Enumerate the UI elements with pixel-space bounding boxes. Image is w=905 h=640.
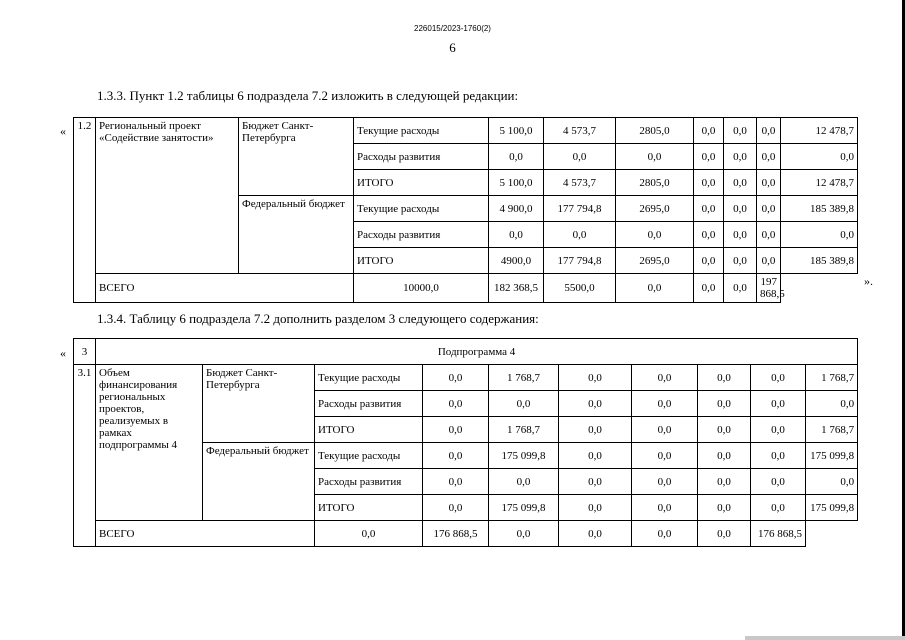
value-cell: 177 794,8	[544, 196, 616, 222]
total-value: 0,0	[489, 521, 559, 547]
value-cell: 1 768,7	[806, 417, 858, 443]
expense-type: Текущие расходы	[315, 443, 423, 469]
value-cell: 175 099,8	[806, 443, 858, 469]
total-label: ВСЕГО	[96, 521, 315, 547]
value-cell: 0,0	[751, 365, 806, 391]
page-number: 6	[449, 40, 456, 55]
value-cell: 0,0	[781, 222, 858, 248]
total-value: 197 868,5	[757, 274, 781, 303]
value-cell: 175 099,8	[489, 443, 559, 469]
item-name: Региональный проект «Содействие занятости»	[96, 118, 239, 274]
value-cell: 0,0	[724, 196, 757, 222]
expense-type: Текущие расходы	[354, 196, 489, 222]
value-cell: 0,0	[632, 469, 698, 495]
value-cell: 0,0	[489, 222, 544, 248]
value-cell: 5 100,0	[489, 170, 544, 196]
total-value: 0,0	[559, 521, 632, 547]
value-cell: 0,0	[757, 118, 781, 144]
value-cell: 0,0	[757, 144, 781, 170]
value-cell: 0,0	[724, 144, 757, 170]
value-cell: 2695,0	[616, 248, 694, 274]
value-cell: 0,0	[423, 469, 489, 495]
value-cell: 0,0	[423, 443, 489, 469]
value-cell: 0,0	[694, 144, 724, 170]
value-cell: 0,0	[724, 118, 757, 144]
value-cell: 0,0	[616, 222, 694, 248]
value-cell: 0,0	[632, 365, 698, 391]
value-cell: 0,0	[751, 391, 806, 417]
scan-shadow	[745, 636, 905, 640]
value-cell: 0,0	[423, 391, 489, 417]
section-title: Подпрограмма 4	[96, 339, 858, 365]
funding-source: Бюджет Санкт-Петербурга	[203, 365, 315, 443]
expense-type: Расходы развития	[354, 222, 489, 248]
value-cell: 0,0	[698, 495, 751, 521]
value-cell: 0,0	[698, 417, 751, 443]
value-cell: 0,0	[559, 391, 632, 417]
value-cell: 12 478,7	[781, 118, 858, 144]
value-cell: 2695,0	[616, 196, 694, 222]
value-cell: 0,0	[757, 248, 781, 274]
value-cell: 0,0	[489, 391, 559, 417]
total-value: 176 868,5	[751, 521, 806, 547]
value-cell: 0,0	[694, 170, 724, 196]
value-cell: 0,0	[806, 469, 858, 495]
value-cell: 12 478,7	[781, 170, 858, 196]
value-cell: 4 573,7	[544, 118, 616, 144]
total-value: 0,0	[315, 521, 423, 547]
total-value: 182 368,5	[489, 274, 544, 303]
value-cell: 0,0	[698, 391, 751, 417]
value-cell: 0,0	[751, 469, 806, 495]
document-number: 226015/2023-1760(2)	[414, 24, 491, 33]
expense-type: ИТОГО	[354, 248, 489, 274]
value-cell: 0,0	[724, 248, 757, 274]
total-value: 176 868,5	[423, 521, 489, 547]
total-value: 10000,0	[354, 274, 489, 303]
value-cell: 177 794,8	[544, 248, 616, 274]
expense-type: Текущие расходы	[354, 118, 489, 144]
value-cell: 0,0	[559, 365, 632, 391]
value-cell: 185 389,8	[781, 196, 858, 222]
funding-source: Федеральный бюджет	[239, 196, 354, 274]
value-cell: 0,0	[724, 222, 757, 248]
expense-type: ИТОГО	[315, 417, 423, 443]
row-number: 3.1	[74, 365, 96, 547]
table-row	[74, 118, 858, 144]
value-cell: 0,0	[698, 469, 751, 495]
value-cell: 2805,0	[616, 170, 694, 196]
value-cell: 0,0	[559, 469, 632, 495]
value-cell: 0,0	[781, 144, 858, 170]
value-cell: 0,0	[632, 391, 698, 417]
expense-type: ИТОГО	[315, 495, 423, 521]
value-cell: 0,0	[757, 196, 781, 222]
total-value: 0,0	[698, 521, 751, 547]
table-2	[73, 338, 858, 547]
value-cell: 4 900,0	[489, 196, 544, 222]
value-cell: 0,0	[559, 443, 632, 469]
value-cell: 0,0	[694, 222, 724, 248]
value-cell: 175 099,8	[806, 495, 858, 521]
expense-type: Текущие расходы	[315, 365, 423, 391]
paragraph-1-3-4: 1.3.4. Таблицу 6 подраздела 7.2 дополнить разделом 3 следующего содержания:	[97, 311, 539, 326]
expense-type: Расходы развития	[315, 391, 423, 417]
value-cell: 0,0	[616, 144, 694, 170]
total-value: 0,0	[616, 274, 694, 303]
expense-type: Расходы развития	[315, 469, 423, 495]
value-cell: 0,0	[489, 144, 544, 170]
total-value: 0,0	[694, 274, 724, 303]
total-value: 0,0	[632, 521, 698, 547]
value-cell: 0,0	[544, 222, 616, 248]
value-cell: 0,0	[489, 469, 559, 495]
section-number: 3	[74, 339, 96, 365]
total-value: 5500,0	[544, 274, 616, 303]
open-quote-1: «	[60, 124, 66, 138]
value-cell: 0,0	[694, 196, 724, 222]
expense-type: ИТОГО	[354, 170, 489, 196]
expense-type: Расходы развития	[354, 144, 489, 170]
value-cell: 0,0	[632, 495, 698, 521]
value-cell: 0,0	[757, 222, 781, 248]
total-value: 0,0	[724, 274, 757, 303]
value-cell: 0,0	[751, 443, 806, 469]
funding-source: Бюджет Санкт-Петербурга	[239, 118, 354, 196]
table-1	[73, 117, 858, 303]
row-number: 1.2	[74, 118, 96, 303]
value-cell: 0,0	[724, 170, 757, 196]
table-row	[74, 365, 858, 391]
value-cell: 175 099,8	[489, 495, 559, 521]
value-cell: 4900,0	[489, 248, 544, 274]
value-cell: 1 768,7	[489, 365, 559, 391]
value-cell: 0,0	[751, 495, 806, 521]
section-row	[74, 339, 858, 365]
value-cell: 0,0	[559, 417, 632, 443]
funding-source: Федеральный бюджет	[203, 443, 315, 521]
open-quote-2: «	[60, 346, 66, 360]
paragraph-1-3-3: 1.3.3. Пункт 1.2 таблицы 6 подраздела 7.2 изложить в следующей редакции:	[97, 88, 519, 103]
item-name: Объем финансирования региональных проектов, реализуемых в рамках подпрограммы 4	[96, 365, 203, 521]
value-cell: 5 100,0	[489, 118, 544, 144]
value-cell: 0,0	[694, 248, 724, 274]
value-cell: 0,0	[559, 495, 632, 521]
total-label: ВСЕГО	[96, 274, 354, 303]
value-cell: 185 389,8	[781, 248, 858, 274]
value-cell: 0,0	[757, 170, 781, 196]
value-cell: 0,0	[806, 391, 858, 417]
value-cell: 0,0	[423, 495, 489, 521]
value-cell: 4 573,7	[544, 170, 616, 196]
value-cell: 1 768,7	[489, 417, 559, 443]
value-cell: 1 768,7	[806, 365, 858, 391]
value-cell: 0,0	[632, 417, 698, 443]
value-cell: 0,0	[544, 144, 616, 170]
value-cell: 2805,0	[616, 118, 694, 144]
value-cell: 0,0	[423, 365, 489, 391]
value-cell: 0,0	[423, 417, 489, 443]
total-row	[74, 521, 858, 547]
value-cell: 0,0	[632, 443, 698, 469]
value-cell: 0,0	[694, 118, 724, 144]
value-cell: 0,0	[698, 365, 751, 391]
value-cell: 0,0	[751, 417, 806, 443]
close-quote-1: ».	[864, 274, 873, 288]
value-cell: 0,0	[698, 443, 751, 469]
total-row	[74, 274, 858, 303]
